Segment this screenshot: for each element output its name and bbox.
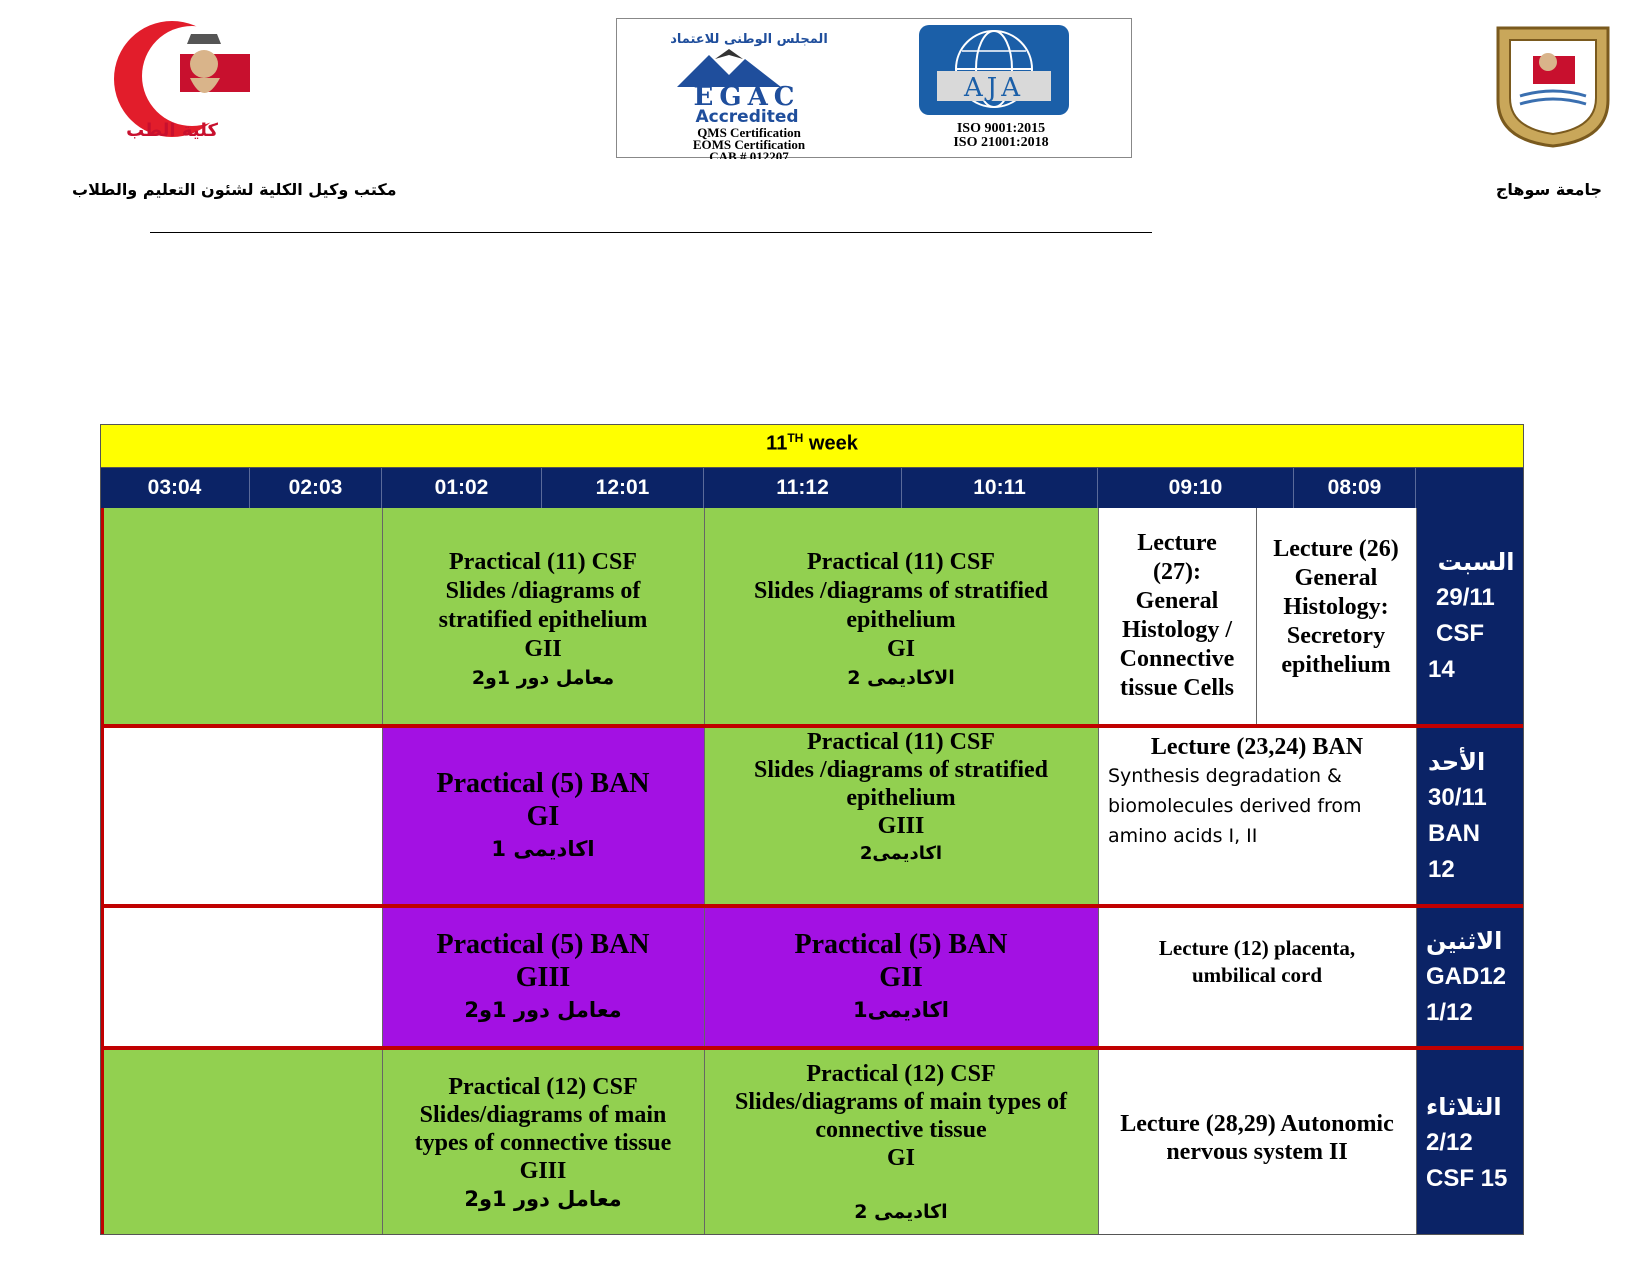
faculty-logo: [92, 14, 267, 144]
row-sun-practical-ban-gi: Practical (5) BAN GI اكاديمى 1: [382, 728, 704, 904]
svg-text:كلية الطب: كلية الطب: [126, 120, 218, 141]
time-header-0102: 01:02: [382, 468, 542, 508]
column-divider: [704, 508, 705, 1235]
row-mon-lecture-12-placenta: Lecture (12) placenta, umbilical cord: [1098, 908, 1416, 1046]
row-sat-practical-csf-gi: Practical (11) CSF Slides /diagrams of stratified epithelium GI الاكاديمى 2: [704, 508, 1098, 724]
row-separator: [100, 1046, 1524, 1050]
time-header-1201: 12:01: [542, 468, 704, 508]
row-tue-lecture-28-29: Lecture (28,29) Autonomic nervous system II: [1098, 1050, 1416, 1235]
row-mon-practical-ban-gii: Practical (5) BAN GII اكاديمى1: [704, 908, 1098, 1046]
day-label-tuesday: الثلاثاء 2/12 CSF 15: [1416, 1050, 1524, 1235]
svg-text:ISO 9001:2015: ISO 9001:2015: [956, 121, 1046, 136]
row-mon-practical-ban-giii: Practical (5) BAN GIII معامل دور 1و2: [382, 908, 704, 1046]
row-tue-afternoon-slot: [100, 1050, 382, 1235]
accreditation-certificates: [616, 18, 1132, 158]
day-label-sunday: الأحد 30/11 BAN 12: [1416, 728, 1524, 904]
svg-text:CAB # 012207: CAB # 012207: [709, 149, 789, 159]
row-tue-practical-csf-giii: Practical (12) CSF Slides/diagrams of main types of connective tissue GIII معامل دور 1و2: [382, 1050, 704, 1235]
column-divider: [1416, 508, 1417, 1235]
svg-text:QMS Certification: QMS Certification: [697, 125, 801, 140]
time-header-0910: 09:10: [1098, 468, 1294, 508]
header-divider: [150, 232, 1152, 233]
dept-office-name: مكتب وكيل الكلية لشئون التعليم والطلاب: [72, 180, 397, 199]
weekly-schedule-table: [100, 424, 1524, 1235]
row-sun-practical-csf-giii: Practical (11) CSF Slides /diagrams of stratified epithelium GIII اكاديمى2: [704, 728, 1098, 904]
university-seal: [1478, 18, 1628, 148]
row-sat-practical-csf-gii: Practical (11) CSF Slides /diagrams of stratified epithelium GII معامل دور 1و2: [382, 508, 704, 724]
day-label-monday: الاثنين GAD12 1/12: [1416, 908, 1524, 1046]
row-sat-afternoon-slot: [100, 508, 382, 724]
svg-text:ISO 21001:2018: ISO 21001:2018: [953, 135, 1049, 150]
column-divider: [1256, 508, 1257, 724]
row-separator: [100, 724, 1524, 728]
column-divider: [1098, 508, 1099, 1235]
time-header-0809: 08:09: [1294, 468, 1416, 508]
university-name: جامعة سوهاج: [1495, 180, 1602, 199]
row-separator: [100, 904, 1524, 908]
row-sat-lecture-27: Lecture (27): General Histology / Connective tissue Cells: [1098, 508, 1256, 724]
svg-text:AJA: AJA: [964, 73, 1024, 103]
time-header-1011: 10:11: [902, 468, 1098, 508]
row-tue-practical-csf-gi: Practical (12) CSF Slides/diagrams of main types of connective tissue GI اكاديمى 2: [704, 1050, 1098, 1235]
column-divider: [382, 508, 383, 1235]
day-header-blank: [1416, 468, 1524, 508]
svg-text:EOMS Certification: EOMS Certification: [692, 137, 806, 152]
time-header-0203: 02:03: [250, 468, 382, 508]
row-sun-lecture-23-24-ban: Lecture (23,24) BAN Synthesis degradation & biomolecules derived from amino acids I, II: [1098, 728, 1416, 904]
time-header-1112: 11:12: [704, 468, 902, 508]
week-title: 11TH week: [100, 424, 1524, 468]
row-sat-lecture-26: Lecture (26) General Histology: Secretory epithelium: [1256, 508, 1416, 724]
svg-text:Accredited: Accredited: [695, 107, 799, 127]
svg-text:المجلس الوطنى للاعتماد: المجلس الوطنى للاعتماد: [670, 32, 828, 47]
row-mon-afternoon-slot: [100, 908, 382, 1046]
row-sun-afternoon-slot: [100, 728, 382, 904]
left-border: [100, 508, 104, 1235]
day-label-saturday: السبت 29/11 CSF 14: [1416, 508, 1524, 724]
svg-text:EGAC: EGAC: [693, 82, 801, 112]
time-header-0304: 03:04: [100, 468, 250, 508]
